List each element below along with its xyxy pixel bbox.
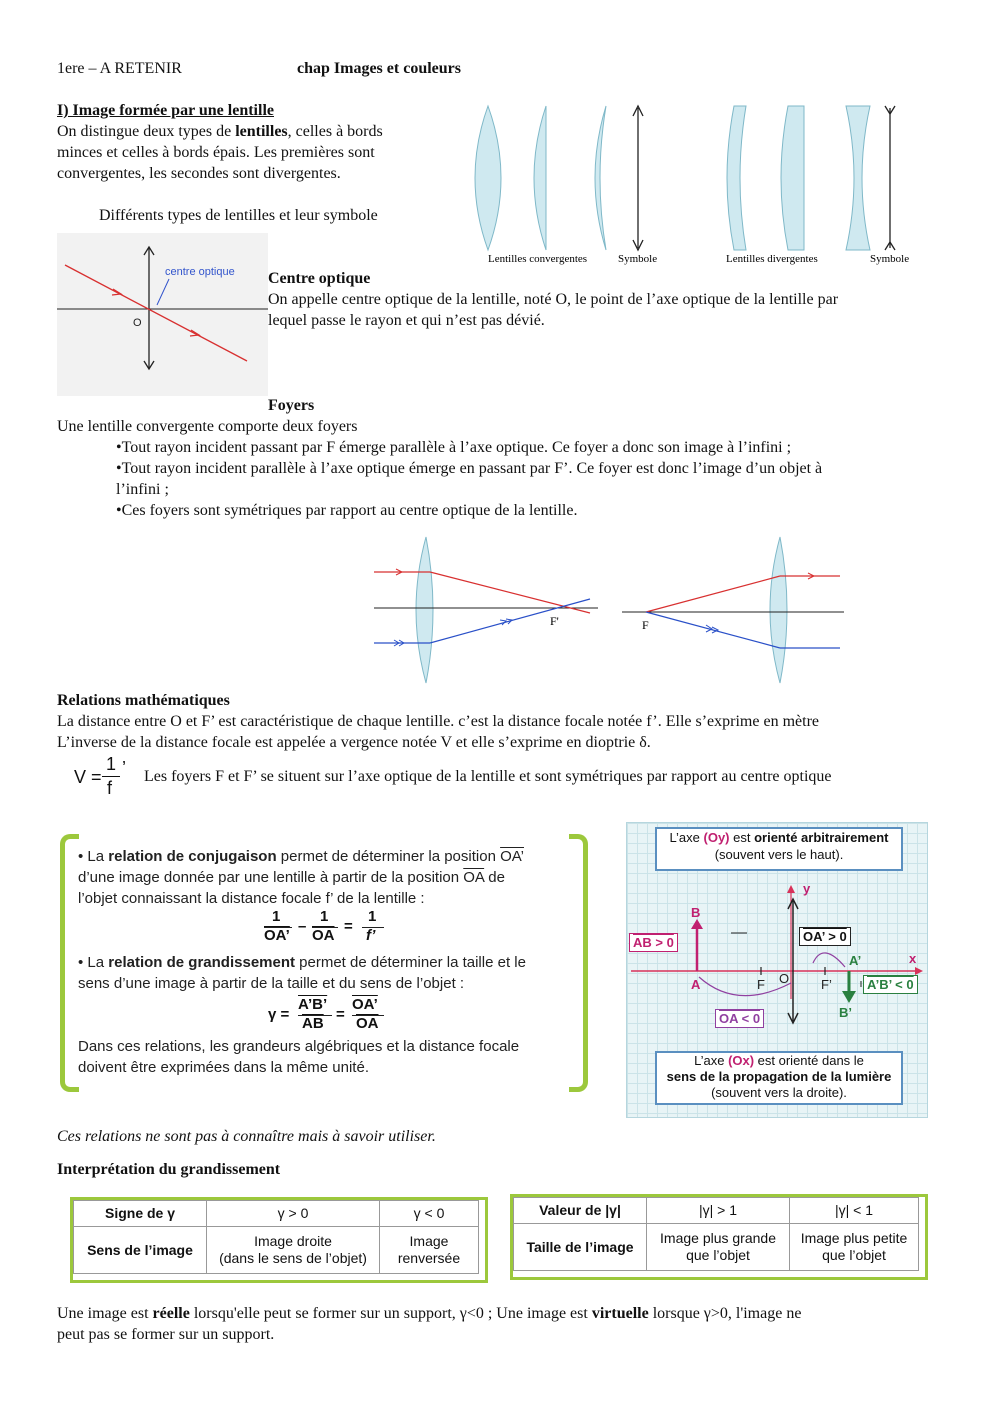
- biconvex-lens: [475, 106, 501, 250]
- label-symbol-2: Symbole: [870, 253, 910, 265]
- final-line2: peut pas se former sur un support.: [57, 1326, 275, 1343]
- label-symbol-1: Symbole: [618, 253, 658, 265]
- larger-image: Image plus grande que l’objet: [647, 1224, 790, 1271]
- section1-intro-line1: On distingue deux types de lentilles, celles à bords: [57, 123, 383, 140]
- value-header: Valeur de |γ|: [514, 1198, 647, 1224]
- relations-line2: L’inverse de la distance focale est appelée a vergence notée V et elle s’exprime en dioptrie δ.: [57, 734, 651, 751]
- abs-gamma-less: |γ| < 1: [790, 1198, 919, 1224]
- units-note-line1: Dans ces relations, les grandeurs algébriques et la distance focale: [78, 1038, 520, 1055]
- vergence-formula: V = 1 f ’: [74, 754, 126, 798]
- section1-title: I) Image formée par une lentille: [57, 102, 274, 119]
- magnification-formula: γ = A’B’ $\overline{AB}$ = OA’ $\overline{OA}$: [268, 996, 408, 1036]
- point-a-label: A: [691, 977, 701, 992]
- point-o-axis-label: O: [779, 971, 790, 986]
- relations-note: Ces relations ne sont pas à connaître mais à savoir utiliser.: [57, 1128, 436, 1145]
- inverted-image: Image renversée: [380, 1227, 479, 1274]
- relations-line3: Les foyers F et F’ se situent sur l’axe optique de la lentille et sont symétriques par rapport au centre optique: [144, 768, 832, 785]
- oa-negative-label: OA < 0: [715, 1009, 764, 1028]
- lens-types-caption: Différents types de lentilles et leur symbole: [99, 207, 378, 224]
- sign-table: [73, 1200, 479, 1274]
- gamma-negative: γ < 0: [380, 1201, 479, 1227]
- point-aprime-label: A’: [849, 953, 862, 968]
- ab-positive-label: AB > 0: [629, 933, 678, 952]
- sign-header: Signe de γ: [74, 1201, 207, 1227]
- direction-header: Sens de l’image: [74, 1227, 207, 1274]
- magnification-line2: sens d’une image à partir de la taille et du sens de l’objet :: [78, 975, 465, 992]
- foyers-bullet-3: •Ces foyers sont symétriques par rapport au centre optique de la lentille.: [116, 502, 578, 519]
- lens-types-figure: [470, 100, 920, 270]
- point-f-label: F: [757, 977, 765, 992]
- label-convergent: Lentilles convergentes: [488, 253, 588, 265]
- foyers-figure: [370, 535, 850, 685]
- section1-intro-line2: minces et celles à bords épais. Les premières sont: [57, 144, 375, 161]
- optical-center-title: Centre optique: [268, 270, 371, 287]
- fprime-label: F': [550, 614, 559, 628]
- foyers-bullet-1: •Tout rayon incident passant par F émerge parallèle à l’axe optique. Ce foyer a donc son image à l’infini ;: [116, 439, 792, 456]
- size-header: Taille de l’image: [514, 1224, 647, 1271]
- final-line1: Une image est réelle lorsqu'elle peut se former sur un support, γ<0 ; Une image est virtuelle lorsque γ>0, l'image ne: [57, 1305, 802, 1322]
- smaller-image: Image plus petite que l’objet: [790, 1224, 919, 1271]
- optical-center-text-line1: On appelle centre optique de la lentille, noté O, le point de l’axe optique de la lentille par: [268, 291, 839, 308]
- apbp-negative-label: A’B’ < 0: [863, 975, 918, 994]
- header-right: chap Images et couleurs: [297, 60, 461, 77]
- biconcave-lens: [846, 106, 870, 250]
- axis-convention-figure: [626, 822, 928, 1118]
- foyers-intro: Une lentille convergente comporte deux foyers: [57, 418, 358, 435]
- f-label: F: [642, 618, 649, 632]
- optical-center-figure: [57, 233, 268, 396]
- upright-image: Image droite (dans le sens de l’objet): [207, 1227, 380, 1274]
- units-note-line2: doivent être exprimées dans la même unité.: [78, 1059, 369, 1076]
- foyers-bullet-2-line1: •Tout rayon incident parallèle à l’axe optique émerge en passant par F’. Ce foyer est donc l’image d’un objet à: [116, 460, 823, 477]
- meniscus-divergent-lens: [727, 106, 746, 250]
- ox-axis-note: L’axe (Ox) est orienté dans le sens de la propagation de la lumière (souvent vers la droite).: [655, 1051, 903, 1105]
- x-axis-label: x: [909, 951, 917, 966]
- header-left: 1ere – A RETENIR: [57, 60, 182, 77]
- section1-intro-line3: convergentes, les secondes sont divergentes.: [57, 165, 341, 182]
- optical-center-text-line2: lequel passe le rayon et qui n’est pas dévié.: [268, 312, 545, 329]
- green-relations-box: [60, 830, 588, 1086]
- relations-title: Relations mathématiques: [57, 692, 230, 709]
- oy-axis-note: L’axe (Oy) est orienté arbitrairement (souvent vers le haut).: [655, 827, 903, 871]
- conjugation-line3: l’objet connaissant la distance focale f’ de la lentille :: [78, 890, 425, 907]
- point-o-label: O: [133, 317, 142, 329]
- size-table: [513, 1197, 919, 1271]
- conjugation-line1: • La relation de conjugaison permet de déterminer la position OA’: [78, 848, 524, 865]
- y-axis-label: y: [803, 881, 811, 896]
- point-bprime-label: B’: [839, 1005, 852, 1020]
- planoconvex-lens: [534, 106, 546, 250]
- conjugation-line2: d’une image donnée par une lentille à partir de la position $\overline{OA}$ de: [78, 869, 505, 886]
- point-b-label: B: [691, 905, 701, 920]
- foyers-title: Foyers: [268, 397, 315, 414]
- relations-line1: La distance entre O et F’ est caractéristique de chaque lentille. c’est la distance focale notée f’. Elle s’exprime en mètre: [57, 713, 819, 730]
- gamma-positive: γ > 0: [207, 1201, 380, 1227]
- optical-center-label: centre optique: [165, 266, 235, 278]
- magnification-line1: • La relation de grandissement permet de déterminer la taille et le: [78, 954, 526, 971]
- foyers-bullet-2-line2: l’infini ;: [116, 481, 169, 498]
- point-fprime-label: F’: [821, 977, 832, 992]
- meniscus-convergent-lens: [595, 106, 606, 250]
- label-divergent: Lentilles divergentes: [726, 253, 818, 265]
- oaprime-positive-label: OA’ > 0: [799, 927, 851, 946]
- interpretation-title: Interprétation du grandissement: [57, 1161, 281, 1178]
- abs-gamma-greater: |γ| > 1: [647, 1198, 790, 1224]
- planoconcave-lens: [781, 106, 804, 250]
- conjugation-formula: 1 OA’ – 1 $\overline{OA}$ = 1 f’: [264, 908, 404, 948]
